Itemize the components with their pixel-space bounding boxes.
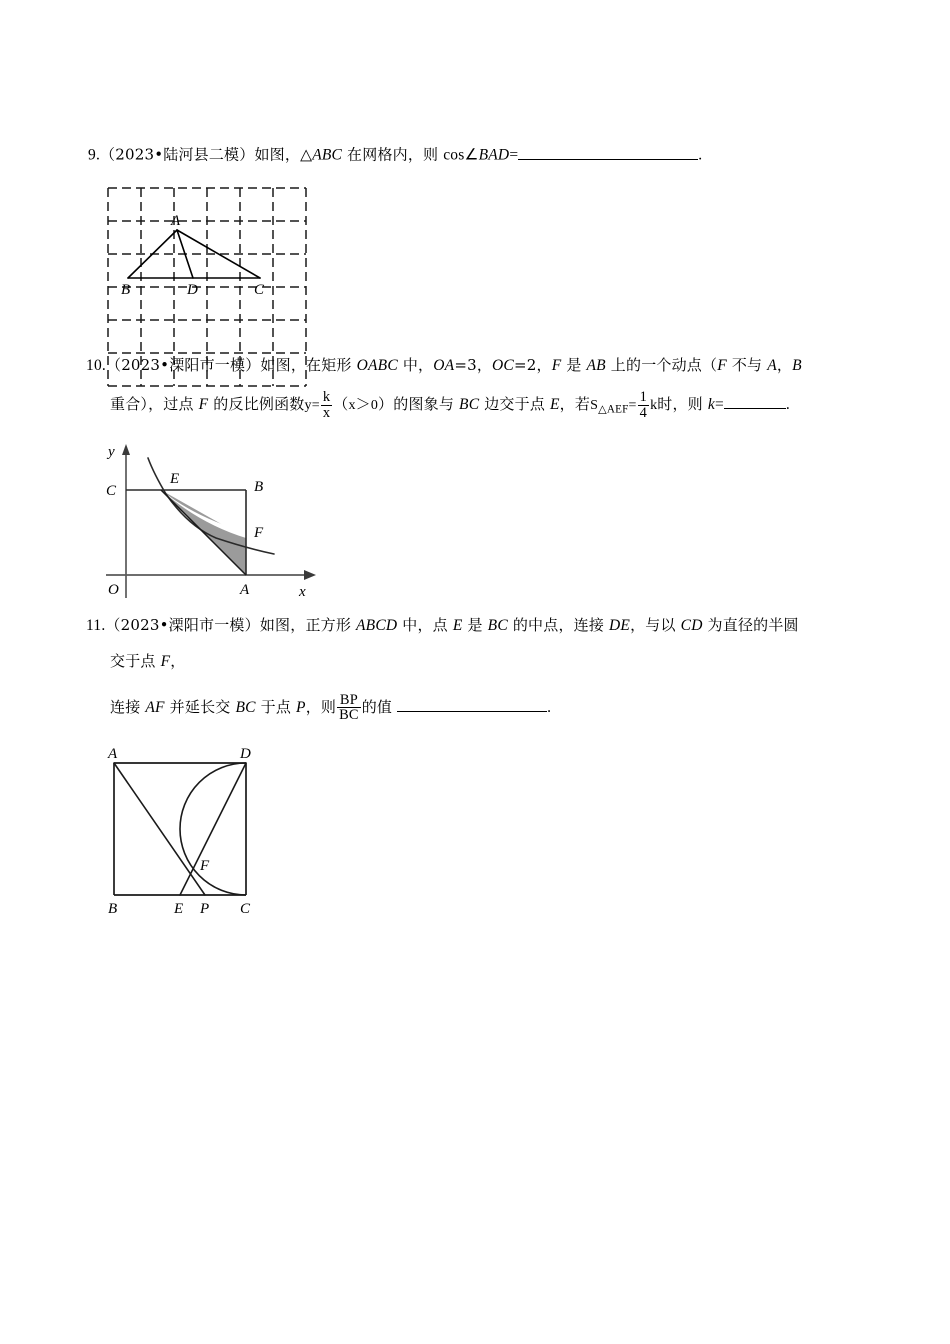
q11-l1-s3: 是 xyxy=(462,616,488,634)
q10-area-eq: = xyxy=(628,398,637,414)
q11-answer-blank[interactable] xyxy=(397,696,547,712)
q10-l1-s2: 中， xyxy=(397,356,434,374)
q11-l2-s2: ， xyxy=(170,652,186,671)
q9-number: 9 xyxy=(88,146,96,164)
q10-gt-sign: ＞ xyxy=(355,395,371,414)
label-axis-y: y xyxy=(108,444,115,460)
label-point-d: D xyxy=(240,746,251,762)
q11-l1-s5: ，与以 xyxy=(630,616,681,634)
q10-number: 10 xyxy=(86,357,102,374)
q9-dot: . xyxy=(95,146,101,164)
q11-seg-cd: CD xyxy=(680,617,703,634)
x-axis-arrow-icon xyxy=(304,570,316,580)
q9-cos: cos xyxy=(443,146,465,164)
label-point-e: E xyxy=(170,471,180,487)
q9-source-close: ） xyxy=(239,145,255,164)
q10-function-y: y xyxy=(304,398,312,414)
q11-square-label: ABCD xyxy=(356,617,398,634)
q10-point-f2: F xyxy=(717,357,727,374)
q11-seg-bc: BC xyxy=(487,617,508,634)
q11-dot: . xyxy=(101,617,106,634)
q10-fraction-k-over-x xyxy=(321,390,332,420)
q10-function-eq: = xyxy=(311,398,320,414)
q9-triangle-label: ABC xyxy=(312,146,343,164)
q11-seg-de: DE xyxy=(609,617,631,634)
q10-l1-s4: 上的一个动点（ xyxy=(605,356,718,374)
label-point-c: C xyxy=(106,483,117,499)
q10-source: 2023•溧阳市一模 xyxy=(121,356,246,374)
label-point-d: D xyxy=(187,282,198,298)
q10-period: . xyxy=(785,396,790,414)
q9-period: . xyxy=(698,146,703,164)
q10-zero: 0 xyxy=(370,398,379,414)
q10-seg-ab: AB xyxy=(586,357,606,374)
label-point-c: C xyxy=(254,282,265,298)
q9-equals: = xyxy=(509,146,519,164)
q11-point-e: E xyxy=(452,617,463,634)
q10-paren-close: ） xyxy=(378,395,394,414)
q9-source: 2023•陆河县二模 xyxy=(115,145,240,164)
q10-point-b: B xyxy=(792,357,802,374)
label-point-a: A xyxy=(108,746,118,762)
angle-symbol-icon: ∠ xyxy=(464,146,479,164)
q10-frac-numerator: k xyxy=(322,389,331,406)
q11-source: 2023•溧阳市一模 xyxy=(120,616,245,634)
q10-rect-label: OABC xyxy=(356,357,398,374)
label-point-e: E xyxy=(174,901,184,917)
q11-point-p: P xyxy=(296,698,306,716)
q10-l2-s2: 的反比例函数 xyxy=(208,395,305,414)
triangle-symbol-icon: △ xyxy=(300,146,313,164)
question-10-line-1 xyxy=(86,358,802,374)
label-point-p: P xyxy=(200,901,210,917)
question-10-line-2 xyxy=(110,390,802,420)
label-point-f: F xyxy=(254,525,264,541)
label-point-f: F xyxy=(200,858,210,874)
q11-frac-denominator: BC xyxy=(339,707,359,724)
q10-point-a: A xyxy=(767,357,777,374)
grid-triangle-figure xyxy=(104,184,320,344)
q10-l2-s3: 的图象与 xyxy=(393,395,460,414)
question-9-text xyxy=(88,144,702,164)
segment-af-extended-to-p xyxy=(114,763,205,895)
q11-l3-s5: 的值 xyxy=(361,697,398,716)
q10-area-subscript: △AEF xyxy=(598,403,629,416)
segment-de xyxy=(180,763,246,895)
q10-l1-s5: 不与 xyxy=(726,356,768,374)
q10-oc-value: =2， xyxy=(513,356,552,374)
question-10-block xyxy=(86,358,802,421)
q10-oa: OA xyxy=(433,357,455,374)
q10-source-close: ） xyxy=(245,356,261,374)
label-point-b: B xyxy=(108,901,118,917)
q11-l2-s1: 交于点 xyxy=(110,652,161,671)
q11-l1-s4: 的中点，连接 xyxy=(507,616,610,634)
question-11-line-3 xyxy=(110,693,799,723)
question-11-line-1 xyxy=(86,618,799,634)
q10-point-f: F xyxy=(551,357,562,374)
q11-source-open: （ xyxy=(105,616,121,634)
question-9-block xyxy=(88,144,702,164)
q10-point-e: E xyxy=(550,396,560,414)
q11-seg-af: AF xyxy=(145,698,165,716)
q10-l1-s1: 如图，在矩形 xyxy=(260,356,357,374)
q10-frac-denominator: x xyxy=(322,404,331,421)
square-semicircle-figure xyxy=(104,748,294,933)
q10-l2-s1: 重合），过点 xyxy=(110,395,199,414)
q9-answer-blank[interactable] xyxy=(518,144,698,160)
q11-l3-seg-bc: BC xyxy=(235,698,256,716)
q10-k-answer-var: k xyxy=(707,396,715,414)
q11-l1-s1: 如图，正方形 xyxy=(259,616,357,634)
question-11-block xyxy=(86,618,799,723)
q10-answer-eq: = xyxy=(714,396,724,414)
q10-oa-value: =3， xyxy=(454,356,493,374)
q10-frac2-numerator: 1 xyxy=(639,389,648,406)
q11-number: 11 xyxy=(86,617,102,634)
q11-l3-s3: 于点 xyxy=(255,697,297,716)
q10-dot: . xyxy=(101,357,106,374)
q10-l1-s6: ， xyxy=(776,356,793,374)
q11-period: . xyxy=(547,698,552,716)
q10-k-coef: k xyxy=(650,398,658,414)
q9-text-part2: 在网格内，则 xyxy=(342,145,444,164)
q11-source-close: ） xyxy=(244,616,260,634)
q9-angle-label: BAD xyxy=(478,146,510,164)
q10-area-symbol: S xyxy=(590,398,599,414)
q9-source-open: （ xyxy=(100,145,116,164)
q10-seg-bc: BC xyxy=(459,396,480,414)
q10-answer-blank[interactable] xyxy=(724,394,786,410)
q10-frac2-denominator: 4 xyxy=(639,404,648,421)
q11-l1-s6: 为直径的半圆 xyxy=(702,616,799,634)
q9-text-part1: 如图， xyxy=(254,145,301,164)
q10-l2-s6: 时，则 xyxy=(657,395,708,414)
q11-point-f: F xyxy=(160,653,171,671)
q11-frac-numerator: BP xyxy=(339,691,358,708)
q10-oc: OC xyxy=(492,357,514,374)
q11-l3-s1: 连接 xyxy=(110,697,146,716)
label-point-b: B xyxy=(254,479,264,495)
q10-l2-s4: 边交于点 xyxy=(479,395,550,414)
y-axis-arrow-icon xyxy=(122,444,130,455)
q10-l2-point-f: F xyxy=(198,396,209,414)
q11-l3-s4: ，则 xyxy=(305,697,337,716)
q10-l1-s3: 是 xyxy=(561,356,587,374)
label-point-b: B xyxy=(121,282,131,298)
label-point-a: A xyxy=(240,582,250,598)
q11-l1-s2: 中，点 xyxy=(397,616,453,634)
coordinate-hyperbola-figure xyxy=(96,438,336,603)
q10-source-open: （ xyxy=(105,356,122,374)
label-origin-o: O xyxy=(108,582,119,598)
q10-paren-open: （ xyxy=(333,395,349,414)
q10-var-x: x xyxy=(348,398,356,414)
q11-fraction-bp-over-bc xyxy=(337,693,361,723)
label-point-c: C xyxy=(240,901,251,917)
label-axis-x: x xyxy=(299,584,306,600)
q10-fraction-one-quarter xyxy=(638,390,649,420)
label-point-a: A xyxy=(171,213,181,229)
question-11-line-2 xyxy=(110,654,799,670)
q10-l2-s5: ，若 xyxy=(559,395,591,414)
segment-ac xyxy=(177,230,260,278)
q11-l3-s2: 并延长交 xyxy=(164,697,236,716)
